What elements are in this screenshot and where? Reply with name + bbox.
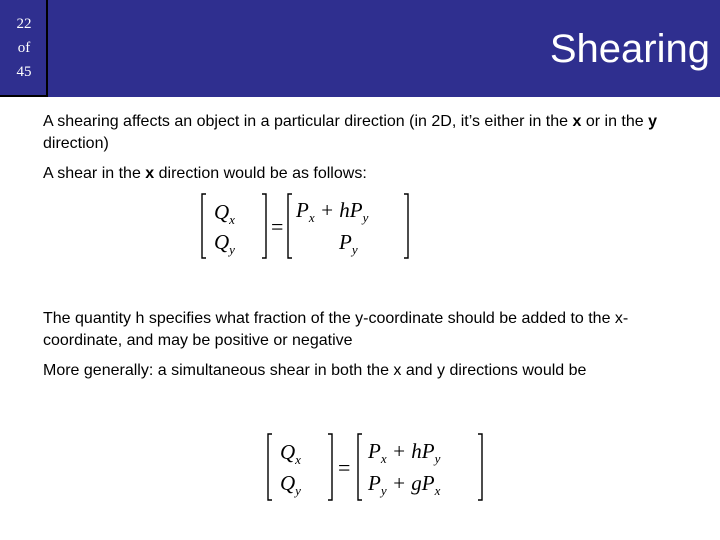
p1-text-c: direction) xyxy=(43,135,109,152)
eq2-lhs-bracket-left xyxy=(268,434,272,500)
slide-number-box xyxy=(0,0,48,97)
eq2-rhs-bottom: $P_y + gP_x$ xyxy=(368,471,441,498)
eq2-rhs-bracket-left xyxy=(358,434,362,500)
eq2-lhs-bottom: $Q_y$ xyxy=(280,471,301,498)
eq1-lhs-bottom: $Q_y$ xyxy=(214,230,235,257)
p1-text-b: or in the xyxy=(581,113,649,130)
eq1-rhs-top: $P_x + hP_y$ xyxy=(296,198,369,225)
eq1-lhs-bracket-right xyxy=(262,194,266,258)
paragraph-x-shear-intro xyxy=(43,163,683,185)
eq2-equals: = xyxy=(338,455,351,480)
eq1-lhs-bracket-left xyxy=(202,194,206,258)
p2-x-bold: x xyxy=(145,165,155,182)
slide-number-current: 22 xyxy=(16,16,32,32)
p1-y-bold: y xyxy=(648,113,657,130)
eq1-rhs-bracket-left xyxy=(288,194,292,258)
p2-text-b: direction would be as follows: xyxy=(154,165,367,182)
eq1-lhs-top: $Q_x$ xyxy=(214,200,235,227)
eq2-lhs-bracket-right xyxy=(328,434,332,500)
paragraph-general-shear: More generally: a simultaneous shear in both the x and y directions would be xyxy=(43,362,587,379)
eq1-rhs-bottom: $P_y$ xyxy=(339,230,358,257)
eq2-rhs-bracket-right xyxy=(478,434,482,500)
slide-number-total: 45 xyxy=(16,64,32,80)
eq2-lhs-top: $Q_x$ xyxy=(280,440,301,467)
eq1-rhs-bracket-right xyxy=(404,194,408,258)
paragraph-shearing-definition xyxy=(43,111,683,155)
p1-text-a: A shearing affects an object in a particular direction (in 2D, it’s either in the xyxy=(43,113,573,130)
eq1-equals: = xyxy=(271,214,284,239)
p1-x-bold: x xyxy=(572,113,582,130)
equation-x-shear xyxy=(198,190,420,262)
slide-number-of: of xyxy=(17,40,31,56)
paragraph-h-explanation: The quantity h specifies what fraction of the y-coordinate should be added to the x-coordinate, and may be positive or negative xyxy=(43,310,629,349)
p2-text-a: A shear in the xyxy=(43,165,146,182)
eq2-rhs-top: $P_x + hP_y$ xyxy=(368,439,441,466)
slide-title: Shearing xyxy=(549,27,710,71)
equation-general-shear xyxy=(264,430,492,504)
